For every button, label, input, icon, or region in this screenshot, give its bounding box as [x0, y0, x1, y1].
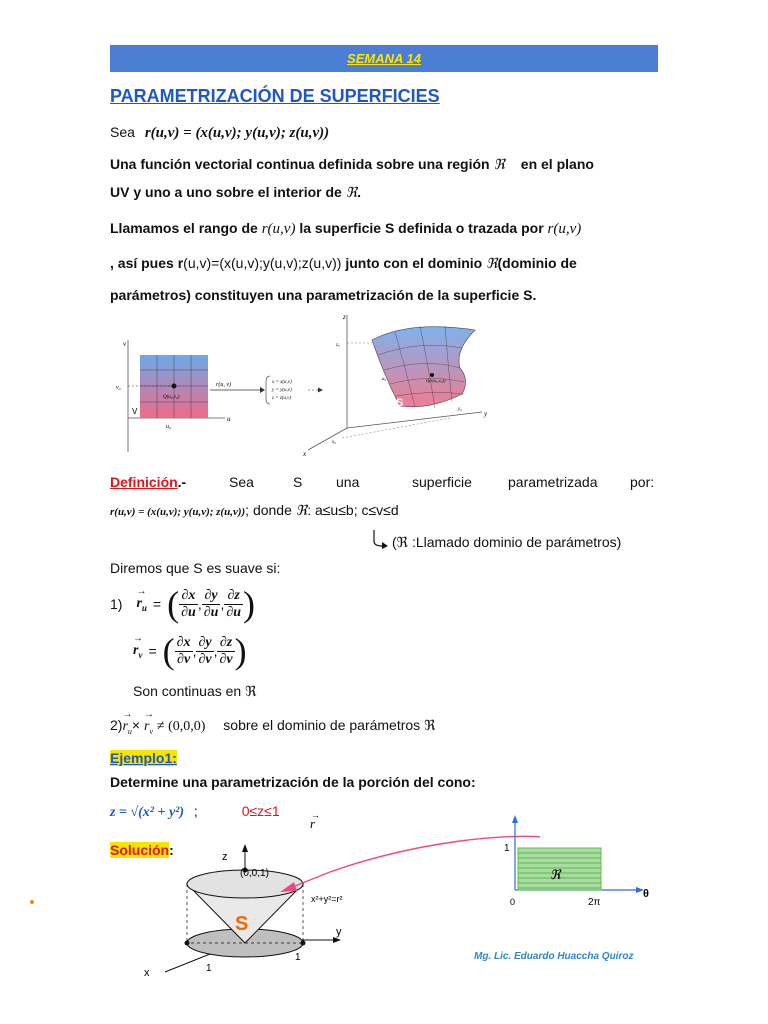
- point-q: [172, 384, 177, 389]
- rv-subscript: v: [149, 726, 153, 736]
- rv-letter: r: [133, 642, 139, 658]
- partial-x: ∂x: [179, 589, 198, 605]
- rv-subscript: v: [138, 649, 143, 660]
- u-axis-label: u: [227, 415, 231, 423]
- author-credit: Mg. Lic. Eduardo Huaccha Quiroz: [474, 951, 634, 962]
- partial-y: ∂y: [198, 634, 212, 650]
- cone-equation-line: [110, 803, 280, 821]
- intro-line1-end: en el plano: [520, 156, 594, 172]
- intro-line4: [110, 255, 577, 273]
- partial-z: ∂z: [217, 636, 234, 652]
- example-statement: Determine una parametrización de la porción del cono:: [110, 774, 476, 790]
- cone-y-label: y: [336, 926, 342, 938]
- nonzero-condition: ≠ (0,0,0): [156, 719, 206, 734]
- z0-label: z₀: [336, 343, 340, 348]
- item1-label: 1): [110, 596, 123, 612]
- y-axis-line: [347, 412, 482, 428]
- cone-x-label: x: [144, 967, 150, 979]
- item2-label: 2): [110, 717, 123, 733]
- parametrization-figure: [110, 310, 500, 460]
- rv-vector-small: [144, 719, 153, 736]
- partial-u: ∂u: [226, 604, 242, 620]
- eq-y: y = y(u,v): [272, 388, 292, 393]
- rect-one-label: 1: [504, 843, 510, 854]
- eq-x: x = x(u,v): [272, 380, 292, 385]
- rect-zero-label: 0: [510, 897, 516, 907]
- rv-vector: [133, 643, 142, 660]
- cross-symbol: ×: [131, 717, 144, 733]
- eq-z: z = z(u,v): [272, 396, 292, 401]
- z-axis-label: z: [343, 313, 346, 321]
- partial-x: ∂x: [176, 634, 191, 650]
- definition-sep: .-: [177, 474, 187, 490]
- partial-u: ∂u: [203, 604, 219, 620]
- intro-line2: [110, 184, 361, 202]
- definition-word: una: [336, 474, 360, 490]
- q-point-label: Q(u₀,v₀): [163, 395, 180, 400]
- equals-sign: =: [152, 596, 162, 612]
- partial-v: ∂v: [198, 651, 212, 667]
- cone-equation: z = √(x² + y²): [110, 805, 185, 820]
- intro-line4-mid: junto con el dominio: [345, 255, 483, 271]
- intro-line2-text: UV y uno a uno sobre el interior de: [110, 184, 342, 200]
- rv-partials: → $r_v$ = ( $\frac{\partial x}{\partial v}$ , $\frac{\partial y}{\partial v}$ , $\frac{\partial z}{\partial v}$ ): [133, 630, 247, 672]
- definition-word: parametrizada: [508, 474, 598, 490]
- cone-z-label: z: [222, 851, 228, 863]
- continuity-statement: Son continuas en ℜ: [133, 683, 257, 699]
- domain-note: (ℜ :Llamado dominio de parámetros): [392, 534, 622, 550]
- ruv-expression: r(u,v): [547, 221, 582, 237]
- ruv-expression: r(u,v): [261, 221, 296, 237]
- x-axis-label: x: [303, 450, 307, 458]
- cross-product-condition: [110, 717, 435, 736]
- parameter-range: : a≤u≤b; c≤v≤d: [307, 502, 399, 518]
- smooth-condition: Diremos que S es suave si:: [110, 560, 281, 576]
- theta-axis-label: θ: [643, 888, 649, 900]
- V-label: V: [132, 407, 138, 416]
- bullet-mark: [30, 900, 34, 904]
- intro-line2-end: .: [357, 184, 362, 200]
- definition-heading: Definición: [110, 474, 178, 490]
- solution-colon: :: [169, 842, 174, 858]
- equals-sign: =: [148, 643, 157, 659]
- v0-label: v₀: [116, 385, 121, 391]
- example-heading: [110, 750, 177, 766]
- map-label: r(u, v): [216, 382, 231, 388]
- intro-line4-equation: (u,v)=(x(u,v);y(u,v);z(u,v)): [183, 255, 342, 271]
- solution-heading-text: Solución: [110, 842, 170, 858]
- cone-apex-label: (0,0,1): [240, 868, 269, 879]
- x-axis-line: [308, 428, 347, 450]
- partial-v: ∂v: [177, 651, 191, 667]
- domain-text: sobre el dominio de parámetros ℜ: [223, 717, 436, 733]
- definition-word: S: [293, 474, 303, 490]
- ru-subscript: u: [141, 602, 147, 613]
- intro-line4-text: , así pues: [110, 255, 174, 271]
- rv-letter: r: [143, 719, 150, 734]
- parameter-domain-figure: [500, 815, 660, 920]
- intro-line3-mid: la superficie S definida o trazada por: [299, 220, 544, 236]
- surface-S-label: S: [396, 397, 404, 409]
- y0-label: y₀: [458, 407, 462, 412]
- u0-surface-label: u₀: [382, 377, 387, 382]
- intro-line4-end: (dominio de: [497, 255, 577, 271]
- svg-text:→: →: [311, 812, 320, 820]
- definition-param-line: [110, 502, 399, 520]
- r-bold-letter: r: [177, 255, 184, 271]
- intro-line5: parámetros) constituyen una parametrización de la superficie S.: [110, 287, 537, 303]
- equation-separator: ;: [193, 803, 198, 819]
- cone-S-label: S: [235, 913, 249, 935]
- intro-sea-word: Sea: [110, 124, 135, 140]
- intro-line3-text: Llamamos el rango de: [110, 220, 258, 236]
- ru-letter: r: [122, 719, 128, 734]
- region-symbol: ℜ: [493, 158, 505, 173]
- region-symbol: ℜ: [295, 504, 308, 519]
- region-symbol: ℜ: [486, 257, 498, 272]
- definition-word: Sea: [229, 474, 254, 490]
- definition-word: por:: [630, 474, 655, 490]
- y-axis-label: y: [484, 410, 488, 418]
- ru-vector: [136, 596, 146, 613]
- week-banner-text: SEMANA 14: [347, 51, 421, 66]
- region-symbol: ℜ: [345, 186, 358, 201]
- z-range: 0≤z≤1: [241, 803, 280, 819]
- ru-partials: 1) → $r_u$ = ( $\frac{\partial x}{\partial u}$ , $\frac{\partial y}{\partial u}$ , $\frac{\partial z}{\partial u}$ ): [110, 583, 255, 625]
- cone-one-y: 1: [295, 952, 301, 963]
- ru-letter: r: [136, 595, 142, 611]
- r-arrow-label: r: [310, 816, 316, 831]
- partial-y: ∂y: [202, 589, 221, 605]
- ru-subscript: u: [127, 726, 132, 736]
- intro-line3: [110, 220, 581, 238]
- surface-point-label: Q(r(u₀,v₀)): [426, 378, 446, 383]
- hook-arrow-icon: [372, 528, 392, 550]
- surface-point: [430, 373, 434, 377]
- surface-S: [372, 327, 475, 407]
- partial-v: ∂v: [219, 651, 233, 667]
- v-axis-label: v: [123, 340, 127, 348]
- intro-sea-line: [110, 124, 329, 142]
- circle-equation: x²+y²=r²: [311, 894, 343, 904]
- definition-word: superficie: [412, 474, 472, 490]
- definition-line: [110, 474, 658, 490]
- intro-line1-text: Una función vectorial continua definida sobre una región: [110, 156, 490, 172]
- rect-2pi-label: 2π: [588, 897, 601, 908]
- x0-label: x₀: [332, 440, 336, 445]
- example-heading-text: Ejemplo1:: [110, 750, 177, 766]
- rect-region-symbol: ℜ: [550, 867, 561, 882]
- ru-vector-small: [122, 719, 131, 736]
- cone-one-x: 1: [206, 963, 212, 974]
- page-title: PARAMETRIZACIÓN DE SUPERFICIES: [110, 86, 440, 106]
- donde-word: ; donde: [245, 502, 292, 518]
- partial-z: ∂z: [224, 589, 243, 605]
- week-banner: [110, 45, 658, 72]
- u0-label: u₀: [166, 424, 172, 430]
- intro-param-equation: r(u,v) = (x(u,v); y(u,v); z(u,v)): [144, 125, 330, 141]
- definition-param-equation: r(u,v) = (x(u,v); y(u,v); z(u,v)): [110, 506, 246, 518]
- intro-line1: [110, 156, 594, 174]
- partial-u: ∂u: [181, 604, 196, 620]
